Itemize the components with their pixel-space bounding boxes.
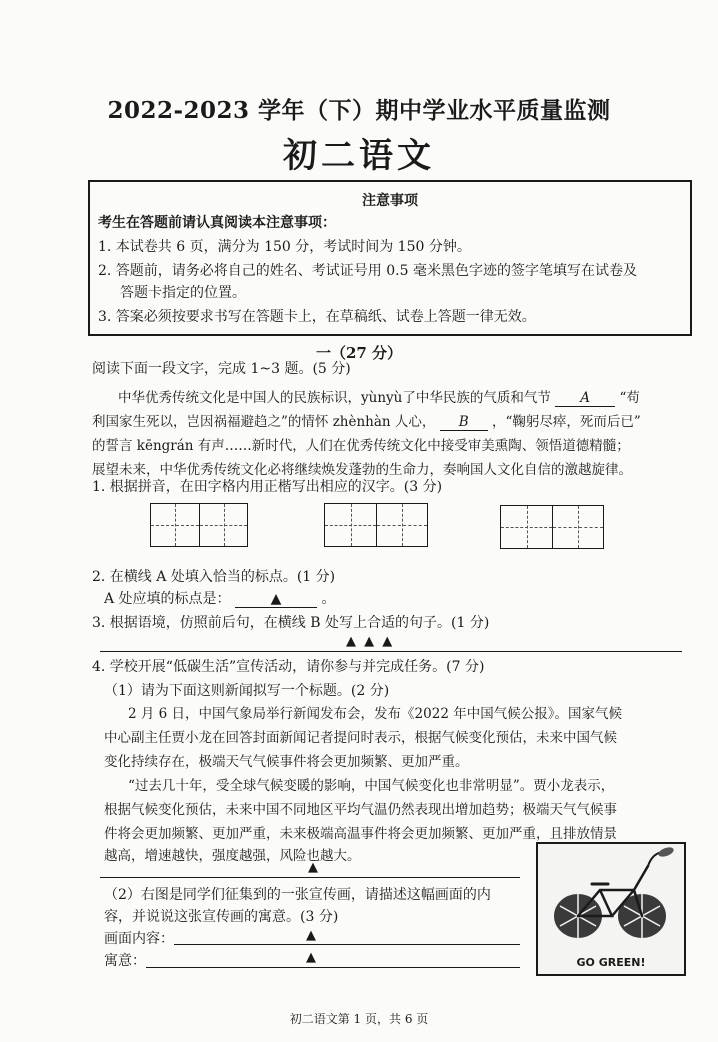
reading-instruction: 阅读下面一段文字，完成 1~3 题。(5 分) bbox=[92, 361, 351, 377]
leaf-bicycle-illustration bbox=[538, 844, 684, 954]
go-green-poster bbox=[536, 842, 686, 976]
meaning-label: 寓意： bbox=[104, 953, 146, 969]
answer-triangles: ▲ ▲ ▲ bbox=[346, 634, 395, 649]
question-2: 2. 在横线 A 处填入恰当的标点。(1 分) bbox=[92, 569, 336, 585]
tianzige-grid-2[interactable] bbox=[324, 503, 428, 547]
question-2-answer bbox=[104, 588, 335, 608]
news-line-4: “过去几十年，受全球气候变暖的影响，中国气候变化也非常明显”。贾小龙表示， bbox=[128, 778, 615, 794]
answer-triangle: ▲ bbox=[306, 950, 316, 965]
passage-text: 中华优秀传统文化是中国人的民族标识，yùnyù了中华民族的气质和气节 bbox=[118, 390, 551, 406]
tianzige-cell[interactable] bbox=[552, 506, 603, 548]
notice-intro: 考生在答题前请认真阅读本注意事项： bbox=[98, 215, 336, 231]
question-4-part-1: （1）请为下面这则新闻拟写一个标题。(2 分) bbox=[104, 683, 390, 699]
blank-a[interactable]: A bbox=[555, 390, 615, 407]
tianzige-grid-3[interactable] bbox=[500, 505, 604, 549]
notice-item-2: 2. 答题前，请务必将自己的姓名、考试证号用 0.5 毫米黑色字迹的签字笔填写在试卷及 bbox=[98, 263, 637, 279]
question-4-part-2-cont: 容，并说说这张宣传画的寓意。(3 分) bbox=[104, 909, 339, 925]
passage-line-4: 展望未来，中华优秀传统文化必将继续焕发蓬勃的生命力，奏响国人文化自信的激越旋律。 bbox=[92, 462, 632, 478]
poster-caption: GO GREEN! bbox=[576, 956, 646, 969]
answer-triangle: ▲ bbox=[306, 928, 316, 943]
section-heading: 一（27 分） bbox=[315, 344, 403, 362]
tianzige-cell[interactable] bbox=[501, 506, 552, 548]
tianzige-cell[interactable] bbox=[151, 504, 199, 546]
passage-line-2 bbox=[92, 410, 641, 431]
question-4-part-2: （2）右图是同学们征集到的一张宣传画，请描述这幅画面的内 bbox=[104, 887, 491, 903]
page-footer: 初二语文第 1 页，共 6 页 bbox=[289, 1012, 429, 1026]
notice-box bbox=[88, 180, 692, 336]
question-4: 4. 学校开展“低碳生活”宣传活动，请你参与并完成任务。(7 分) bbox=[92, 659, 485, 675]
content-label: 画面内容： bbox=[104, 931, 174, 947]
answer-triangle: ▲ bbox=[308, 860, 318, 875]
news-line-2: 中心副主任贾小龙在回答封面新闻记者提问时表示，根据气候变化预估，未来中国气候 bbox=[104, 730, 617, 746]
news-line-1: 2 月 6 日，中国气象局举行新闻发布会，发布《2022 年中国气候公报》。国家气候 bbox=[128, 706, 622, 722]
leaf-icon bbox=[657, 846, 675, 859]
news-line-3: 变化持续存在，极端天气气候事件将会更加频繁、更加严重。 bbox=[104, 754, 469, 770]
tianzige-cell[interactable] bbox=[199, 504, 247, 546]
headline-answer-line[interactable] bbox=[100, 877, 520, 878]
exam-title: 2022-2023 学年（下）期中学业水平质量监测 bbox=[107, 97, 611, 124]
question-3: 3. 根据语境，仿照前后句，在横线 B 处写上合适的句子。(1 分) bbox=[92, 615, 490, 631]
meaning-answer-line[interactable] bbox=[146, 967, 520, 968]
notice-item-1: 1. 本试卷共 6 页，满分为 150 分，考试时间为 150 分钟。 bbox=[98, 239, 471, 255]
tianzige-cell[interactable] bbox=[376, 504, 427, 546]
news-line-7: 越高，增速越快，强度越强，风险也越大。 bbox=[104, 848, 361, 864]
answer-tail: 。 bbox=[321, 591, 336, 607]
notice-heading: 注意事项 bbox=[362, 193, 418, 209]
answer-blank[interactable]: ▲ bbox=[235, 591, 317, 608]
news-line-6: 件将会更加频繁、更加严重，未来极端高温事件将会更加频繁、更加严重，且排放情景 bbox=[104, 826, 617, 842]
question-1: 1. 根据拼音，在田字格内用正楷写出相应的汉字。(3 分) bbox=[92, 479, 443, 495]
subject-title: 初二语文 bbox=[283, 136, 435, 176]
news-line-5: 根据气候变化预估，未来中国不同地区平均气温仍然表现出增加趋势；极端天气气候事 bbox=[104, 802, 617, 818]
tianzige-cell[interactable] bbox=[325, 504, 376, 546]
notice-item-2-cont: 答题卡指定的位置。 bbox=[120, 285, 246, 301]
passage-text: “苟 bbox=[619, 390, 640, 406]
answer-line-b[interactable] bbox=[100, 651, 682, 652]
passage-text: ，“鞠躬尽瘁，死而后已” bbox=[492, 414, 641, 430]
notice-item-3: 3. 答案必须按要求书写在答题卡上，在草稿纸、试卷上答题一律无效。 bbox=[98, 309, 536, 325]
blank-b[interactable]: B bbox=[440, 414, 488, 431]
content-answer-line[interactable] bbox=[174, 944, 520, 945]
passage-line-3: 的誓言 kēngrán 有声……新时代，人们在优秀传统文化中接受审美熏陶、领悟道德精髓； bbox=[92, 438, 630, 454]
answer-label: A 处应填的标点是： bbox=[104, 591, 231, 607]
tianzige-grid-1[interactable] bbox=[150, 503, 248, 547]
passage-text: 利国家生死以，岂因祸福避趋之”的情怀 zhènhàn 人心， bbox=[92, 414, 436, 430]
passage-line-1 bbox=[118, 386, 640, 407]
